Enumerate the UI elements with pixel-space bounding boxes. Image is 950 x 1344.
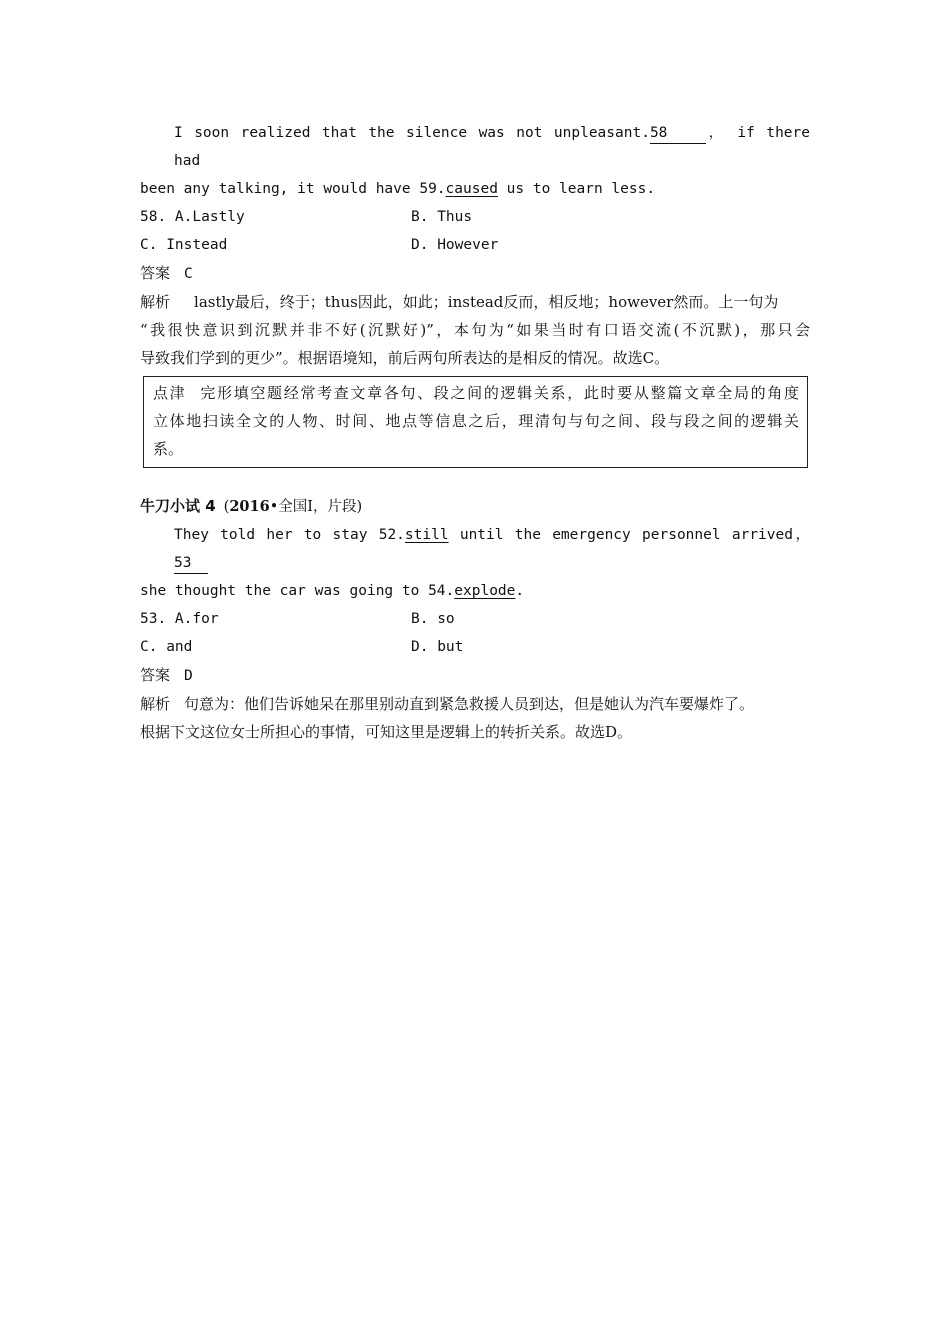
q58-options-row-2 [140,231,810,259]
q58-passage-line-1 [140,119,810,175]
q58-tip-line-3: 系。 [153,440,184,458]
section-heading [140,492,810,521]
q53-analysis-label: 解析 [140,695,171,713]
q53-passage-line-2 [140,577,810,605]
q53-option-a: 53. A.for [140,611,219,627]
q58-options-row-1 [140,203,810,231]
q53-analysis-text-1: 句意为：他们告诉她呆在那里别动直到紧急救援人员到达，但是她认为汽车要爆炸了。 [184,695,755,713]
section-source-open: ( [223,499,230,515]
q53-passage-line-1 [140,521,810,577]
section-source-rest: •全国Ⅰ，片段) [269,499,363,515]
q58-answer-value: C [184,266,193,282]
q58-tip-label: 点津 [153,384,187,402]
q58-passage-text-2: ， if there had [174,125,810,169]
q58-analysis-label: 解析 [140,293,171,311]
q58-analysis-line-3: 导致我们学到的更少”。根据语境知，前后两句所表达的是相反的情况。故选C。 [140,349,670,367]
document-page [140,119,810,746]
q58-answer [140,259,810,288]
q53-analysis-line-2: 根据下文这位女士所担心的事情，可知这里是逻辑上的转折关系。故选D。 [140,723,633,741]
q58-analysis-line-2: “我很快意识到沉默并非不好(沉默好)”，本句为“如果当时有口语交流(不沉默)，那只会 [140,321,810,339]
q58-blank-58: 58 [650,123,706,144]
section-source-year: 2016 [229,498,270,515]
q53-blank-53: 53 [174,553,208,574]
q53-word-52: still [404,527,449,543]
q58-analysis-text-1: lastly最后，终于；thus因此，如此；instead反而，相反地；however然而。上一句为 [194,293,779,311]
q53-options-row-2 [140,633,810,661]
q53-analysis-line-1 [140,690,810,718]
q58-passage-text-4: us to learn less. [497,181,656,197]
q53-answer-label: 答案 [140,666,171,684]
section-title: 牛刀小试 4 [140,497,216,515]
q58-passage-line-2 [140,175,810,203]
q53-option-d: D. but [411,639,464,655]
q53-passage-text-2: until the emergency personnel arrived， [448,527,811,543]
q53-passage-text-4: . [515,583,525,599]
q58-option-a: 58. A.Lastly [140,209,245,225]
q58-answer-label: 答案 [140,264,171,282]
q58-analysis-line-1 [140,288,810,316]
q58-option-b: B. Thus [411,209,473,225]
q53-passage-text: They told her to stay 52. [174,527,405,543]
q53-passage-text-3: she thought the car was going to 54. [140,583,455,599]
q53-answer [140,661,810,690]
q53-option-c: C. and [140,639,193,655]
q58-tip-line-1 [153,379,799,407]
q53-option-b: B. so [411,611,455,627]
q58-option-d: D. However [411,237,499,253]
q58-word-59: caused [445,181,498,197]
q58-passage-text: I soon realized that the silence was not unpleasant. [174,125,650,141]
q58-passage-text-3: been any talking, it would have 59. [140,181,446,197]
q53-word-54: explode [454,583,516,599]
q58-tip-box [143,376,808,468]
q58-option-c: C. Instead [140,237,228,253]
q58-tip-line-2: 立体地扫读全文的人物、时间、地点等信息之后，理清句与句之间、段与段之间的逻辑关 [153,412,799,430]
q53-options-row-1 [140,605,810,633]
q53-answer-value: D [184,668,193,684]
q58-tip-text-1: 完形填空题经常考查文章各句、段之间的逻辑关系，此时要从整篇文章全局的角度 [200,384,799,402]
section-source [224,499,362,515]
